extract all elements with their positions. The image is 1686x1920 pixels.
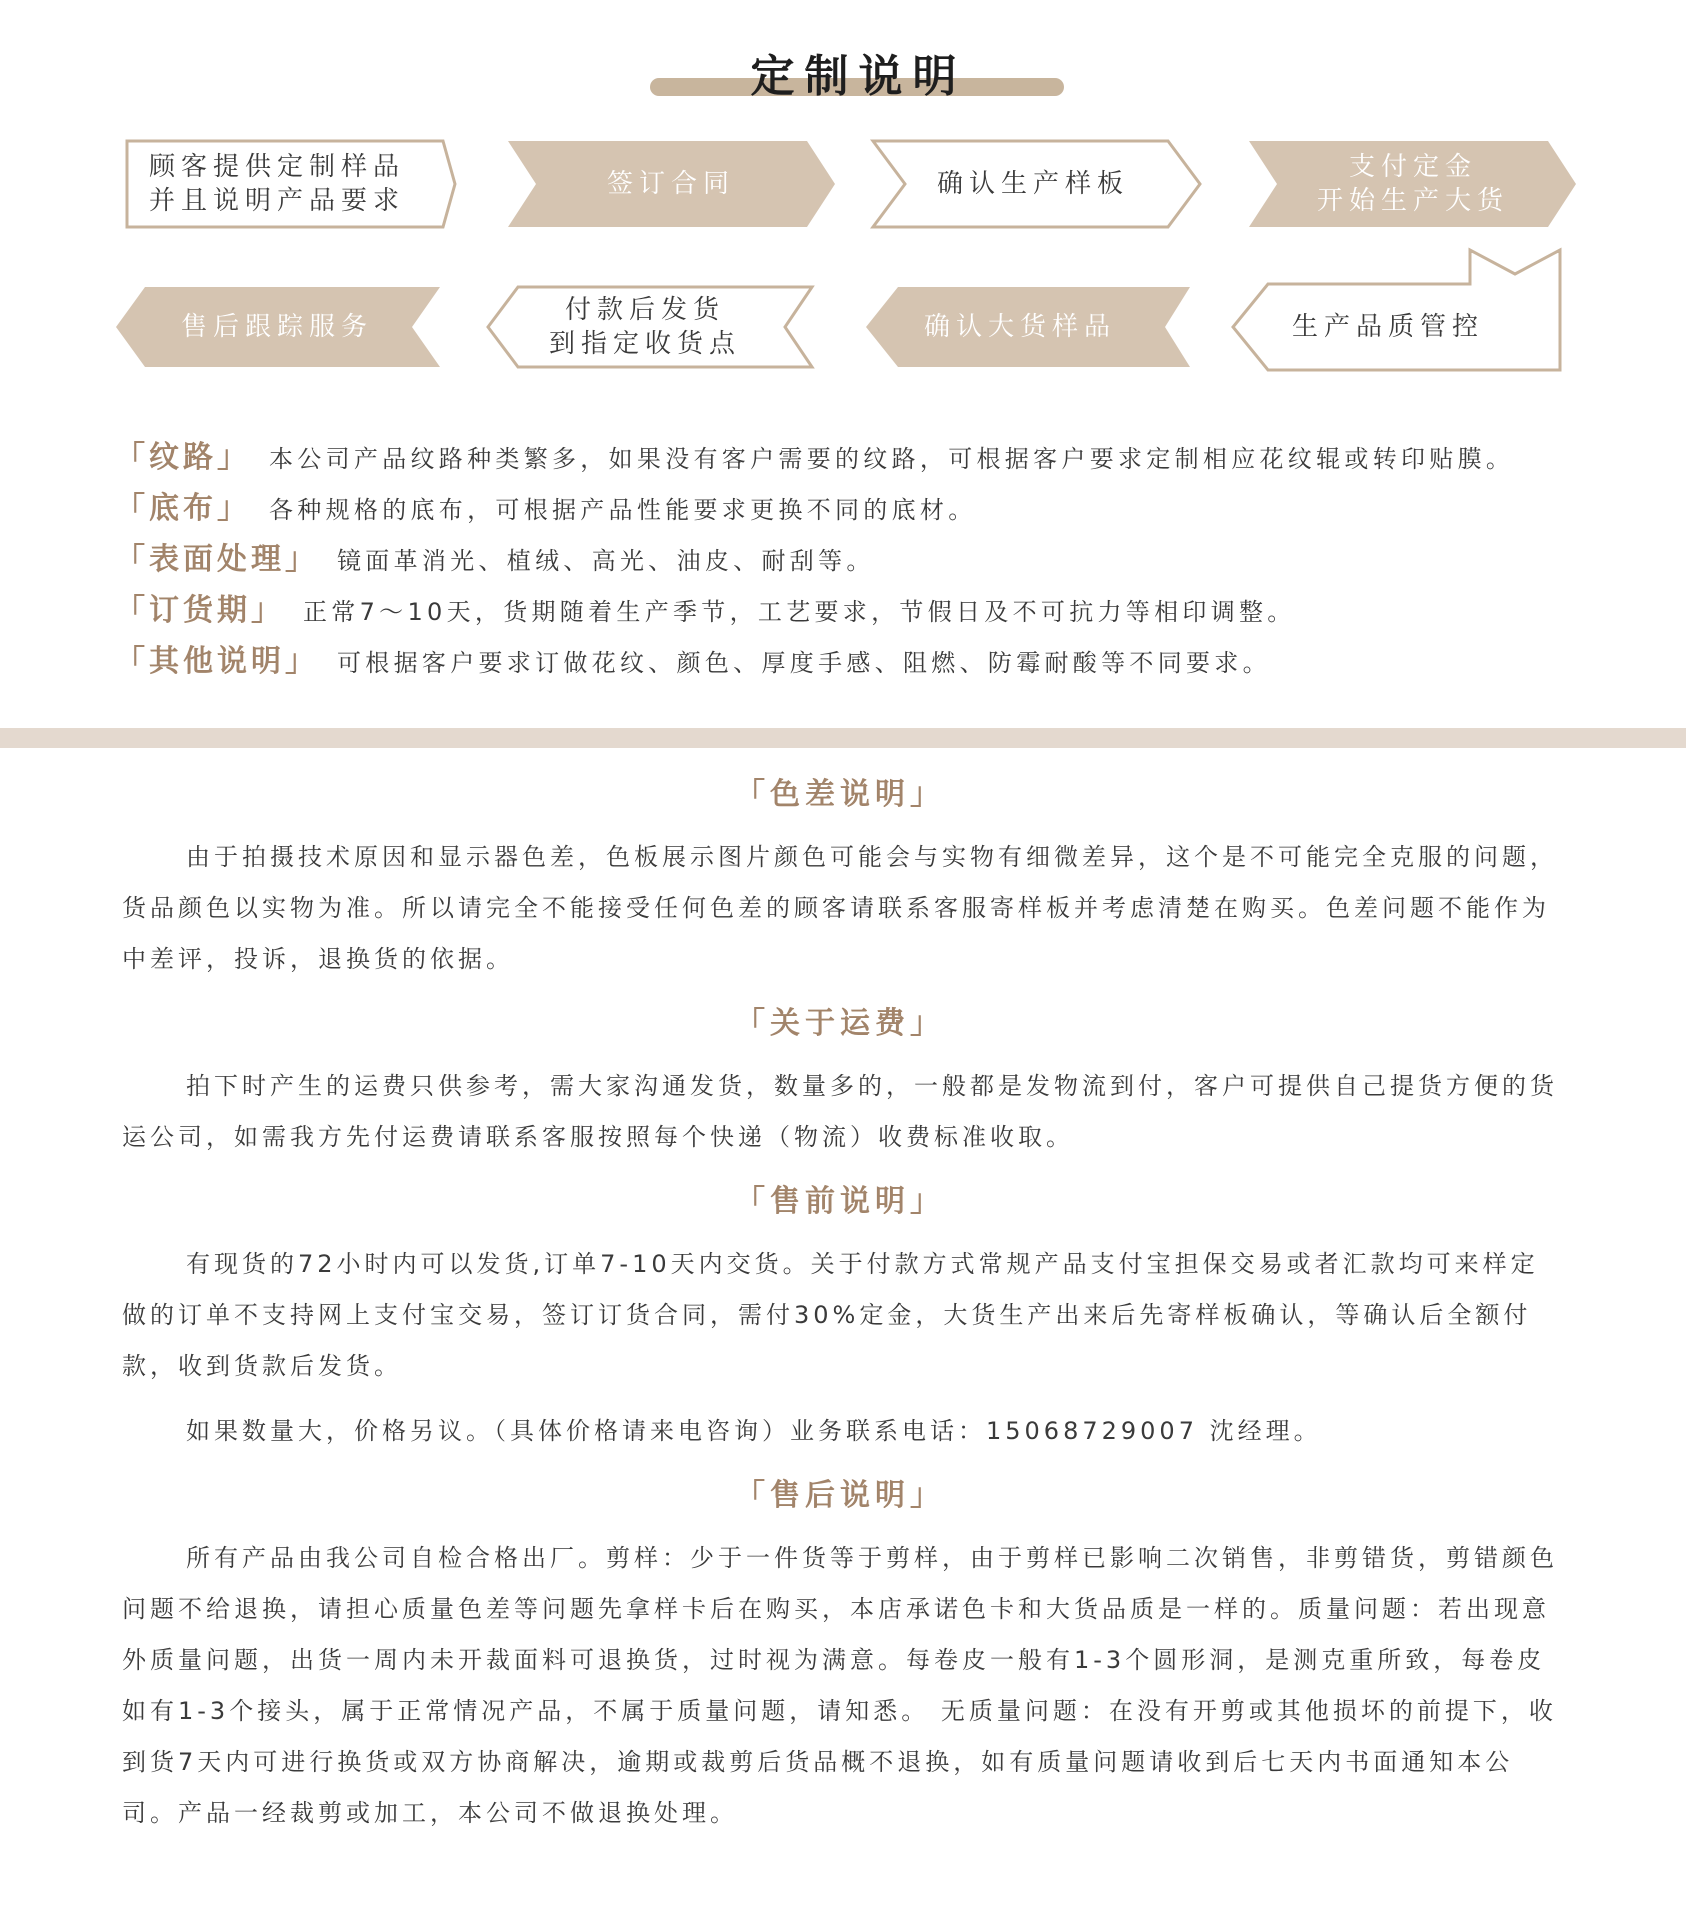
spec-value: 镜面革消光、植绒、高光、油皮、耐刮等。 (337, 547, 875, 575)
spec-row-surface-treatment (115, 534, 1655, 585)
flow-step-label: 生产品质管控 (1291, 312, 1485, 342)
flow-step-5 (1233, 250, 1560, 370)
spec-row-other-notes (115, 636, 1655, 687)
spec-value: 可根据客户要求订做花纹、颜色、厚度手感、阻燃、防霉耐酸等不同要求。 (337, 649, 1271, 677)
aftersale-section (122, 1471, 1558, 1839)
flow-step-label: 到指定收货点 (548, 329, 742, 359)
spec-row-texture (115, 432, 1655, 483)
spec-list (115, 432, 1655, 687)
flow-step-8 (116, 287, 440, 367)
spec-key: 「表面处理」 (115, 542, 319, 577)
presale-section (122, 1177, 1558, 1457)
section-title: 「色差说明」 (735, 777, 945, 812)
flow-step-6 (866, 287, 1190, 367)
flow-step-label: 顾客提供定制样品 (148, 152, 406, 182)
flow-step-label: 确认大货样品 (923, 312, 1117, 342)
spec-key: 「纹路」 (115, 440, 251, 475)
section-paragraph: 拍下时产生的运费只供参考，需大家沟通发货，数量多的，一般都是发物流到付，客户可提供自己提货方便的货运公司，如需我方先付运费请联系客服按照每个快递（物流）收费标准收取。 (122, 1072, 1558, 1151)
flow-step-3 (873, 141, 1200, 227)
flow-step-label: 付款后发货 (564, 295, 726, 325)
flow-step-7 (488, 287, 812, 367)
flow-arrow-shape (1233, 250, 1560, 370)
spec-value: 正常7～10天，货期随着生产季节，工艺要求，节假日及不可抗力等相印调整。 (303, 598, 1296, 626)
section-title: 「关于运费」 (735, 1006, 945, 1041)
flow-step-label: 确认生产样板 (936, 169, 1130, 199)
shipping-section (122, 999, 1558, 1163)
section-paragraph: 有现货的72小时内可以发货,订单7-10天内交货。关于付款方式常规产品支付宝担保交易或者汇款均可来样定做的订单不支持网上支付宝交易，签订订货合同，需付30%定金，大货生产出来后先寄样板确认，等确认后全额付款，收到货款后发货。 (122, 1250, 1539, 1380)
flow-step-label: 开始生产大货 (1316, 186, 1510, 216)
flow-step-2 (508, 141, 835, 227)
flow-step-4 (1249, 141, 1576, 227)
spec-key: 「订货期」 (115, 593, 285, 628)
section-divider (0, 728, 1686, 748)
spec-row-base-fabric (115, 483, 1655, 534)
spec-key: 「底布」 (115, 491, 251, 526)
color-difference-section (122, 770, 1558, 985)
flow-step-1 (127, 141, 455, 227)
section-title: 「售后说明」 (735, 1478, 945, 1513)
flow-step-label: 签订合同 (606, 169, 736, 199)
section-paragraph: 所有产品由我公司自检合格出厂。剪样：少于一件货等于剪样，由于剪样已影响二次销售，非剪错货，剪错颜色问题不给退换，请担心质量色差等问题先拿样卡后在购买，本店承诺色卡和大货品质是一样的。质量问题：若出现意外质量问题，出货一周内未开裁面料可退换货，过时视为满意。每卷皮一般有1-3个圆形洞，是测克重所致，每卷皮如有1-3个接头，属于正常情况产品，不属于质量问题，请知悉。 无质量问题：在没有开剪或其他损坏的前提下，收到货7天内可进行换货或双方协商解决，逾期或裁剪后货品概不退换，如有质量问题请收到后七天内书面通知本公司。产品一经裁剪或加工，本公司不做退换处理。 (122, 1544, 1558, 1827)
spec-value: 各种规格的底布，可根据产品性能要求更换不同的底材。 (269, 496, 977, 524)
notes-sections (122, 770, 1558, 1853)
process-flow (0, 0, 1686, 390)
section-paragraph: 由于拍摄技术原因和显示器色差，色板展示图片颜色可能会与实物有细微差异，这个是不可能完全克服的问题，货品颜色以实物为准。所以请完全不能接受任何色差的顾客请联系客服寄样板并考虑清楚在购买。色差问题不能作为中差评，投诉，退换货的依据。 (122, 843, 1558, 973)
flow-step-label: 并且说明产品要求 (148, 186, 406, 216)
spec-key: 「其他说明」 (115, 644, 319, 679)
spec-row-lead-time (115, 585, 1655, 636)
page-title: 定制说明 (750, 51, 967, 102)
section-paragraph: 如果数量大，价格另议。（具体价格请来电咨询）业务联系电话：15068729007 沈经理。 (186, 1417, 1322, 1445)
flow-step-label: 支付定金 (1348, 152, 1478, 182)
spec-value: 本公司产品纹路种类繁多，如果没有客户需要的纹路，可根据客户要求定制相应花纹辊或转印贴膜。 (269, 445, 1515, 473)
flow-step-label: 售后跟踪服务 (180, 312, 374, 342)
section-title: 「售前说明」 (735, 1184, 945, 1219)
